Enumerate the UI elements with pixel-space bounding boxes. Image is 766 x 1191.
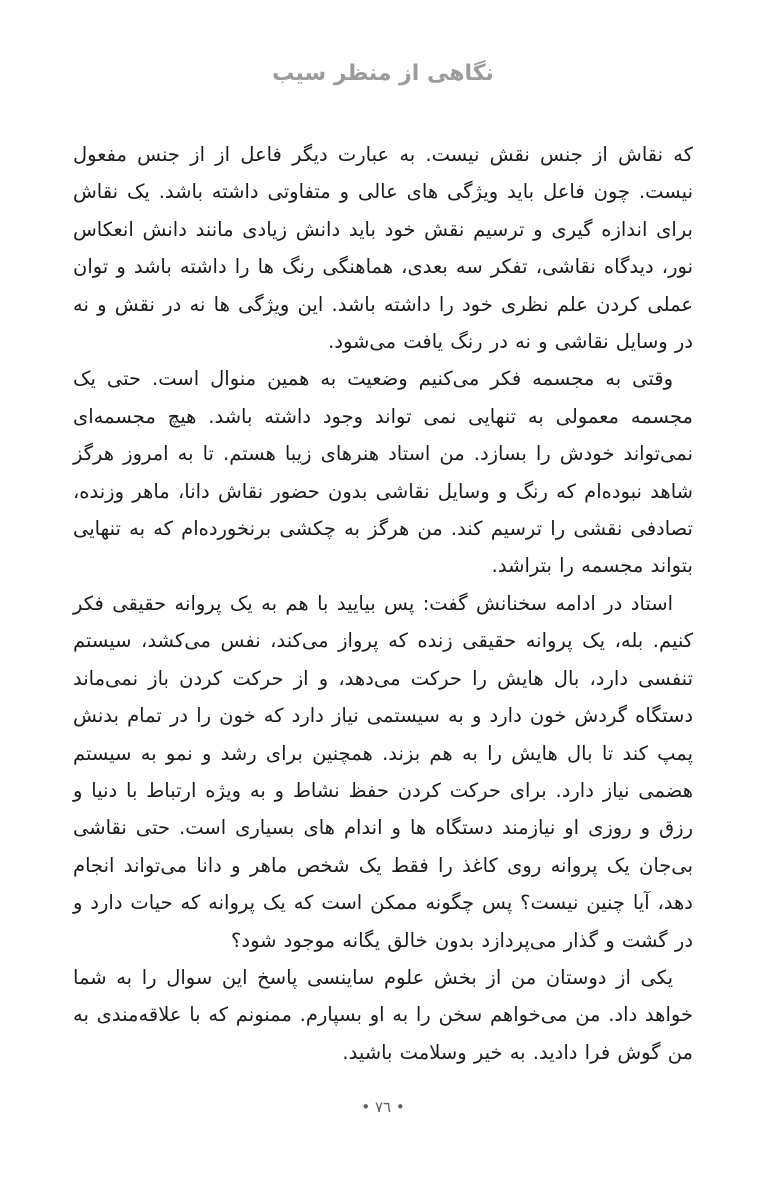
paragraph-3: استاد در ادامه سخنانش گفت: پس بیایید با هم به یک پروانه حقیقی فکر کنیم. بله، یک پروانه حقیقی زنده که پرواز می‌کند، نفس می‌کشد، سیستم تنفسی دارد، بال هایش را حرکت می‌دهد، و از حرکت کردن باز نمی‌ماند دستگاه گردش خون دارد و به سیستمی نیاز دارد که خون را در تمام بدنش پمپ کند تا بال هایش را به هم بزند. همچنین برای رشد و نمو به سیستم هضمی نیاز دارد. برای حرکت کردن حفظ نشاط و به ویژه ارتباط با دنیا و رزق و روزی او نیازمند دستگاه ها و اندام های بسیاری است. حتی نقاشی بی‌جان یک پروانه روی کاغذ را فقط یک شخص ماهر و دانا می‌تواند انجام دهد، آیا چنین نیست؟ پس چگونه ممکن است که یک پروانه که حیات دارد و در گشت و گذار می‌پردازد بدون خالق یگانه موجود شود؟ [73,591,693,952]
paragraph-1: که نقاش از جنس نقش نیست. به عبارت دیگر فاعل از از جنس مفعول نیست. چون فاعل باید ویژگی های عالی و متفاوتی داشته باشد. یک نقاش برای اندازه گیری و ترسیم نقش خود باید دانش زیادی مانند دانش انعکاس نور، دیدگاه نقاشی، تفکر سه بعدی، هماهنگی رنگ ها را داشته باشد و توان عملی کردن علم نظری خود را داشته باشد. این ویژگی ها نه در نقش و نه در وسایل نقاشی و نه در رنگ یافت می‌شود. [73,143,693,354]
page-body [73,136,693,1071]
paragraph-4: یکی از دوستان من از بخش علوم ساینسی پاسخ این سوال را به شما خواهد داد. من می‌خواهم سخن را به او بسپارم. ممنونم که با علاقه‌مندی به من گوش فرا دادید. به خیر وسلامت باشید. [73,965,693,1064]
paragraph-2: وقتی به مجسمه فکر می‌کنیم وضعیت به همین منوال است. حتی یک مجسمه معمولی به تنهایی نمی تواند وجود داشته باشد. هیچ مجسمه‌ای نمی‌تواند خودش را بسازد. من استاد هنرهای زیبا هستم. تا به امروز هرگز شاهد نبوده‌ام که رنگ و وسایل نقاشی بدون حضور نقاش دانا، ماهر وزنده، تصادفی نقشی را ترسیم کند. من هرگز به چکشی برنخورده‌ام که به تنهایی بتواند مجسمه را بتراشد. [73,367,693,578]
running-header-title: نگاهی از منظر سیب [272,61,494,86]
page-number: • ٧٦ • [361,1098,405,1116]
